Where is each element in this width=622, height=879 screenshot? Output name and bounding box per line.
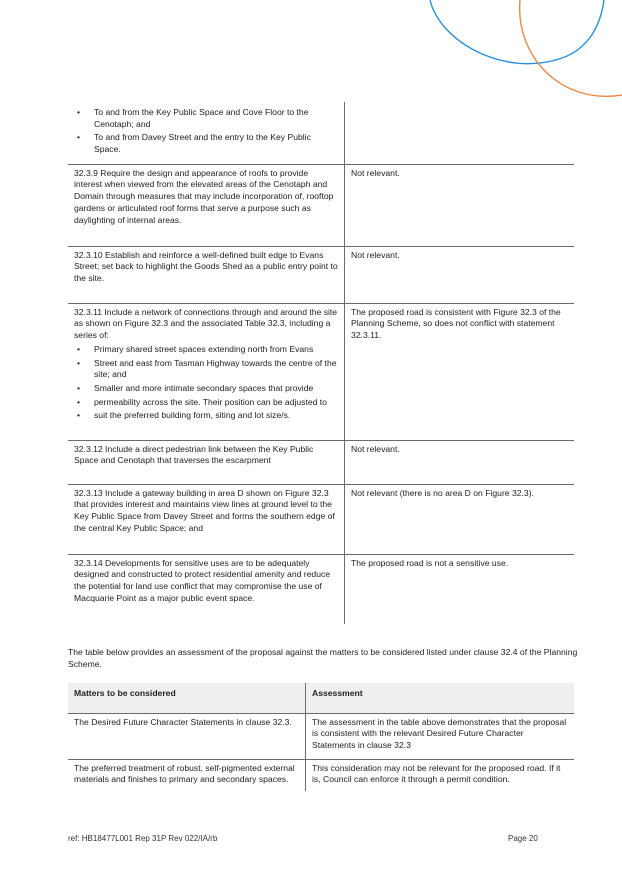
table-row — [68, 484, 574, 554]
footer-reference: ref: HB18477L001 Rep 31P Rev 022/IA/rb — [68, 834, 218, 843]
response-cell — [345, 102, 575, 164]
table-row — [68, 440, 574, 484]
bullet-list — [74, 344, 338, 422]
response-cell: The proposed road is not a sensitive use. — [345, 554, 575, 624]
list-item: • Smaller and more intimate secondary spaces that provide — [94, 383, 338, 395]
table-row — [68, 759, 574, 791]
assessment-cell: This consideration may not be relevant for the proposed road. If it is, Council can enforce it through a permit condition. — [312, 762, 561, 784]
list-item: • suit the preferred building form, siting and lot size/s. — [94, 410, 338, 422]
table-row — [68, 303, 574, 440]
response-cell: Not relevant. — [345, 440, 575, 484]
response-cell: Not relevant. — [345, 164, 575, 246]
response-cell: The proposed road is consistent with Figure 32.3 of the Planning Scheme, so does not conflict with statement 32.3.11. — [345, 303, 575, 440]
list-item: • To and from the Key Public Space and Cove Floor to the Cenotaph; and — [94, 107, 338, 130]
list-item: • Primary shared street spaces extending north from Evans — [94, 344, 338, 356]
page-number: Page 20 — [508, 834, 538, 843]
table-row — [68, 246, 574, 303]
statement-text: 32.3.11 Include a network of connections through and around the site as shown on Figure 32.3 and the associated Table 32.3, including a series of: — [74, 306, 338, 341]
table-row — [68, 164, 574, 246]
orange-arc — [520, 0, 622, 96]
matter-cell: The preferred treatment of robust, self-pigmented external materials and finishes to primary and secondary spaces. — [68, 759, 306, 791]
intro-paragraph: The table below provides an assessment of the proposal against the matters to be considered listed under clause 32.4 of the Planning Scheme. — [68, 647, 578, 670]
statement-cell: 32.3.10 Establish and reinforce a well-defined built edge to Evans Street; set back to highlight the Goods Shed as a public entry point to the site. — [68, 246, 345, 303]
statement-cell: 32.3.13 Include a gateway building in area D shown on Figure 32.3 that provides interest and maintains view lines at ground level to the Key Public Space from Davey Street and forms the southern edge of the central Key Public Space; and — [68, 484, 345, 554]
table-row — [68, 714, 574, 760]
list-item: • Street and east from Tasman Highway towards the centre of the site; and — [94, 358, 338, 381]
statement-cell: 32.3.14 Developments for sensitive uses are to be adequately designed and constructed to protect residential amenity and reduce the potential for land use conflict that may compromise the use of Macquarie Point as a major public event space. — [68, 554, 345, 624]
list-item: • permeability across the site. Their position can be adjusted to — [94, 397, 338, 409]
matters-table — [68, 683, 574, 791]
table-row — [68, 554, 574, 624]
bullet-list — [74, 107, 338, 156]
response-cell: Not relevant. — [345, 246, 575, 303]
statement-cell — [68, 102, 345, 164]
statement-cell: 32.3.12 Include a direct pedestrian link between the Key Public Space and Cenotaph that traverses the escarpment — [68, 440, 345, 484]
table-row — [68, 102, 574, 164]
matter-cell: The Desired Future Character Statements in clause 32.3. — [68, 714, 306, 760]
table-header-row — [68, 683, 574, 714]
column-header-matters: Matters to be considered — [68, 683, 306, 714]
response-cell: Not relevant (there is no area D on Figure 32.3). — [345, 484, 575, 554]
statement-cell — [68, 303, 345, 440]
list-item: • To and from Davey Street and the entry to the Key Public Space. — [94, 132, 338, 155]
assessment-cell: The assessment in the table above demonstrates that the proposal is consistent with the relevant Desired Future Character Statements in clause 32.3 — [306, 714, 575, 760]
decorative-arcs — [0, 0, 622, 110]
blue-arc — [430, 0, 604, 64]
character-statements-table — [68, 102, 574, 624]
column-header-assessment: Assessment — [306, 683, 575, 714]
statement-cell: 32.3.9 Require the design and appearance of roofs to provide interest when viewed from the elevated areas of the Cenotaph and Domain through measures that may include incorporation of, rooftop gardens or articulated roof forms that serve a purpose such as daylighting of internal areas. — [68, 164, 345, 246]
